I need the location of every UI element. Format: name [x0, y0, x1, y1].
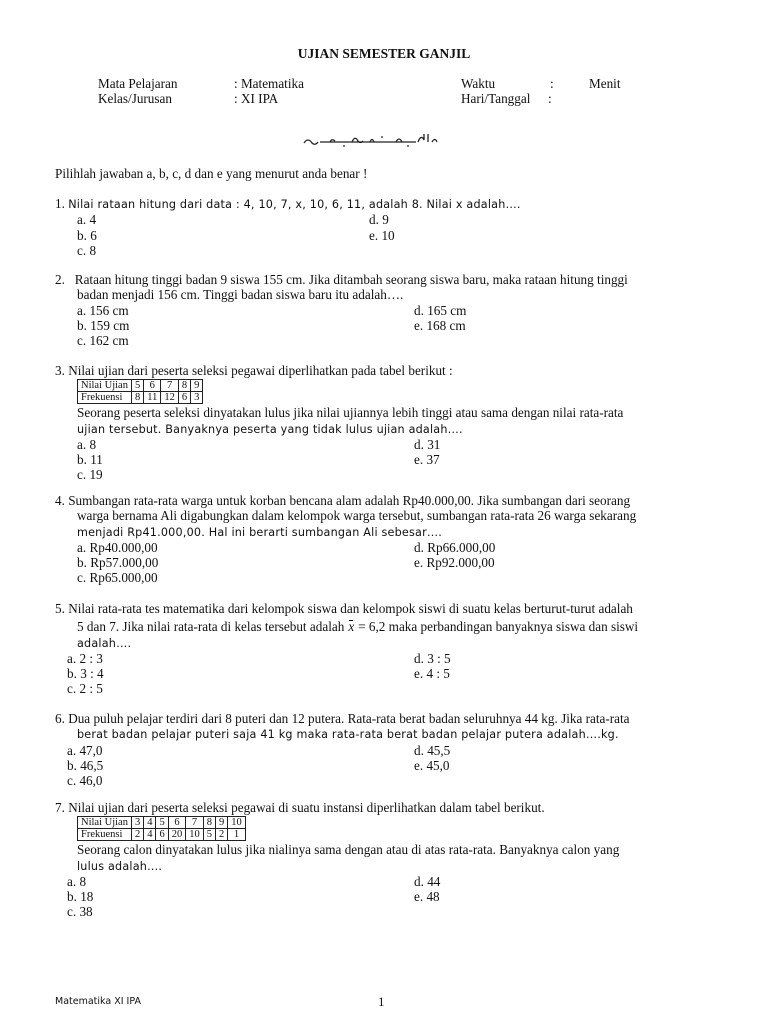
table-cell: 9 [191, 380, 203, 392]
question-1 [55, 196, 730, 258]
option-d: d. 9 [369, 212, 389, 228]
option-d: d. Rp66.000,00 [414, 539, 496, 555]
table-cell: 1 [228, 829, 246, 841]
table-cell: 2 [131, 829, 143, 841]
question-number: 7. [55, 800, 65, 815]
table-cell: 6 [156, 829, 168, 841]
question-number: 6. [55, 711, 65, 726]
hari-label: Hari/Tanggal [461, 91, 531, 106]
option-c: c. 2 : 5 [67, 681, 103, 697]
option-a: a. 47,0 [67, 742, 103, 758]
exam-title: UJIAN SEMESTER GANJIL [297, 46, 471, 61]
question-4 [55, 493, 730, 586]
x-bar-symbol: x [348, 619, 355, 635]
question-stem-3: ujian tersebut. Banyaknya peserta yang tidak lulus ujian adalah…. [77, 422, 463, 436]
table-cell: 11 [144, 392, 161, 404]
mapel-label: Mata Pelajaran [98, 76, 178, 91]
option-d: d. 45,5 [414, 742, 451, 758]
question-number: 1. [55, 196, 65, 211]
question-7 [55, 800, 730, 920]
table-cell: 4 [144, 817, 156, 829]
question-stem: Nilai ujian dari peserta seleksi pegawai di suatu instansi diperlihatkan dalam tabel berikut. [68, 800, 545, 815]
question-stem-3: menjadi Rp41.000,00. Hal ini berarti sumbangan Ali sebesar…. [77, 525, 443, 539]
option-d: d. 165 cm [414, 302, 467, 318]
question-stem-3: lulus adalah…. [77, 859, 163, 873]
question-2 [55, 272, 730, 348]
option-b: b. Rp57.000,00 [77, 555, 159, 571]
table-cell: 5 [203, 829, 215, 841]
question-stem-2: warga bernama Ali digabungkan dalam kelompok warga tersebut, sumbangan rata-rata 26 warga sekarang [77, 508, 637, 524]
question-stem: Nilai rata-rata tes matematika dari kelompok siswa dan kelompok siswi di suatu kelas berturut-turut adalah [68, 601, 633, 616]
waktu-label: Waktu [461, 76, 496, 91]
option-e: e. 48 [414, 889, 440, 905]
instruction: Pilihlah jawaban a, b, c, d dan e yang menurut anda benar ! [55, 166, 368, 181]
question-stem-2: Seorang calon dinyatakan lulus jika nialinya sama dengan atau di atas rata-rata. Banyaknya calon yang [77, 842, 620, 858]
score-table [77, 816, 246, 841]
question-stem: Dua puluh pelajar terdiri dari 8 puteri dan 12 putera. Rata-rata berat badan seluruhnya 44 kg. Jika rata-rata [68, 711, 630, 726]
score-table [77, 379, 203, 404]
option-a: a. 2 : 3 [67, 650, 103, 666]
question-number: 3. [55, 363, 65, 378]
table-header: Frekuensi [78, 829, 132, 841]
option-c: c. Rp65.000,00 [77, 570, 158, 586]
table-cell: 20 [168, 829, 186, 841]
table-cell: 8 [131, 392, 143, 404]
option-b: b. 159 cm [77, 317, 130, 333]
waktu-colon: : [550, 76, 554, 91]
question-number: 5. [55, 601, 65, 616]
table-cell: 6 [168, 817, 186, 829]
option-b: b. 3 : 4 [67, 666, 104, 682]
question-stem: Rataan hitung tinggi badan 9 siswa 155 cm. Jika ditambah seorang siswa baru, maka rataan hitung tinggi [74, 272, 628, 287]
option-e: e. 4 : 5 [414, 666, 450, 682]
table-cell: 5 [131, 380, 143, 392]
question-stem: Nilai rataan hitung dari data : 4, 10, 7, x, 10, 6, 11, adalah 8. Nilai x adalah…. [68, 198, 521, 211]
table-cell: 2 [215, 829, 227, 841]
table-cell: 7 [161, 380, 179, 392]
table-cell: 8 [203, 817, 215, 829]
option-a: a. 8 [67, 873, 87, 889]
table-header: Nilai Ujian [78, 380, 132, 392]
option-c: c. 19 [77, 467, 103, 483]
table-cell: 10 [186, 829, 204, 841]
option-b: b. 6 [77, 227, 97, 243]
table-header: Frekuensi [78, 392, 132, 404]
kelas-value: : XI IPA [234, 91, 279, 106]
table-cell: 3 [131, 817, 143, 829]
question-stem-2: badan menjadi 156 cm. Tinggi badan siswa baru itu adalah…. [77, 287, 404, 303]
option-b: b. 11 [77, 452, 103, 468]
question-stem-2: berat badan pelajar puteri saja 41 kg maka rata-rata berat badan pelajar putera adalah….kg. [77, 728, 619, 742]
option-a: a. 4 [77, 212, 97, 228]
question-number: 4. [55, 493, 65, 508]
option-e: e. 45,0 [414, 757, 450, 773]
option-b: b. 18 [67, 889, 94, 905]
option-c: c. 38 [67, 904, 93, 920]
table-cell: 6 [144, 380, 161, 392]
question-stem-2b: = 6,2 maka perbandingan banyaknya siswa dan siswi [358, 619, 639, 635]
question-3 [55, 363, 730, 483]
option-e: e. 10 [369, 227, 395, 243]
kelas-label: Kelas/Jurusan [98, 91, 172, 106]
question-stem: Sumbangan rata-rata warga untuk korban bencana alam adalah Rp40.000,00. Jika sumbangan dari seorang [68, 493, 631, 508]
table-cell: 12 [161, 392, 179, 404]
question-stem: Nilai ujian dari peserta seleksi pegawai diperlihatkan pada tabel berikut : [68, 363, 453, 378]
option-d: d. 31 [414, 436, 441, 452]
question-number: 2. [55, 272, 65, 287]
question-stem-2: 5 dan 7. Jika nilai rata-rata di kelas tersebut adalah [77, 619, 345, 635]
option-c: c. 162 cm [77, 333, 129, 349]
option-e: e. Rp92.000,00 [414, 555, 495, 571]
option-e: e. 37 [414, 452, 440, 468]
table-cell: 9 [215, 817, 227, 829]
option-b: b. 46,5 [67, 757, 104, 773]
option-a: a. 8 [77, 436, 97, 452]
page-number: 1 [378, 994, 385, 1009]
question-5 [55, 601, 730, 697]
hari-colon: : [548, 91, 552, 106]
option-d: d. 44 [414, 873, 441, 889]
option-e: e. 168 cm [414, 317, 466, 333]
waktu-value: Menit [589, 76, 621, 91]
table-cell: 10 [228, 817, 246, 829]
option-a: a. Rp40.000,00 [77, 539, 158, 555]
table-cell: 7 [186, 817, 204, 829]
table-cell: 5 [156, 817, 168, 829]
footer-subject: Matematika XI IPA [55, 996, 141, 1007]
question-6 [55, 711, 730, 788]
mapel-value: : Matematika [234, 76, 304, 91]
option-d: d. 3 : 5 [414, 650, 451, 666]
option-c: c. 46,0 [67, 773, 103, 789]
question-stem-2: Seorang peserta seleksi dinyatakan lulus jika nilai ujiannya lebih tinggi atau sama dengan nilai rata-rata [77, 405, 624, 421]
option-c: c. 8 [77, 242, 97, 258]
table-header: Nilai Ujian [78, 817, 132, 829]
table-cell: 4 [144, 829, 156, 841]
table-cell: 3 [191, 392, 203, 404]
question-stem-3: adalah…. [77, 636, 132, 650]
basmalah-calligraphy-icon [300, 128, 440, 150]
option-a: a. 156 cm [77, 302, 129, 318]
table-cell: 6 [178, 392, 190, 404]
table-cell: 8 [178, 380, 190, 392]
